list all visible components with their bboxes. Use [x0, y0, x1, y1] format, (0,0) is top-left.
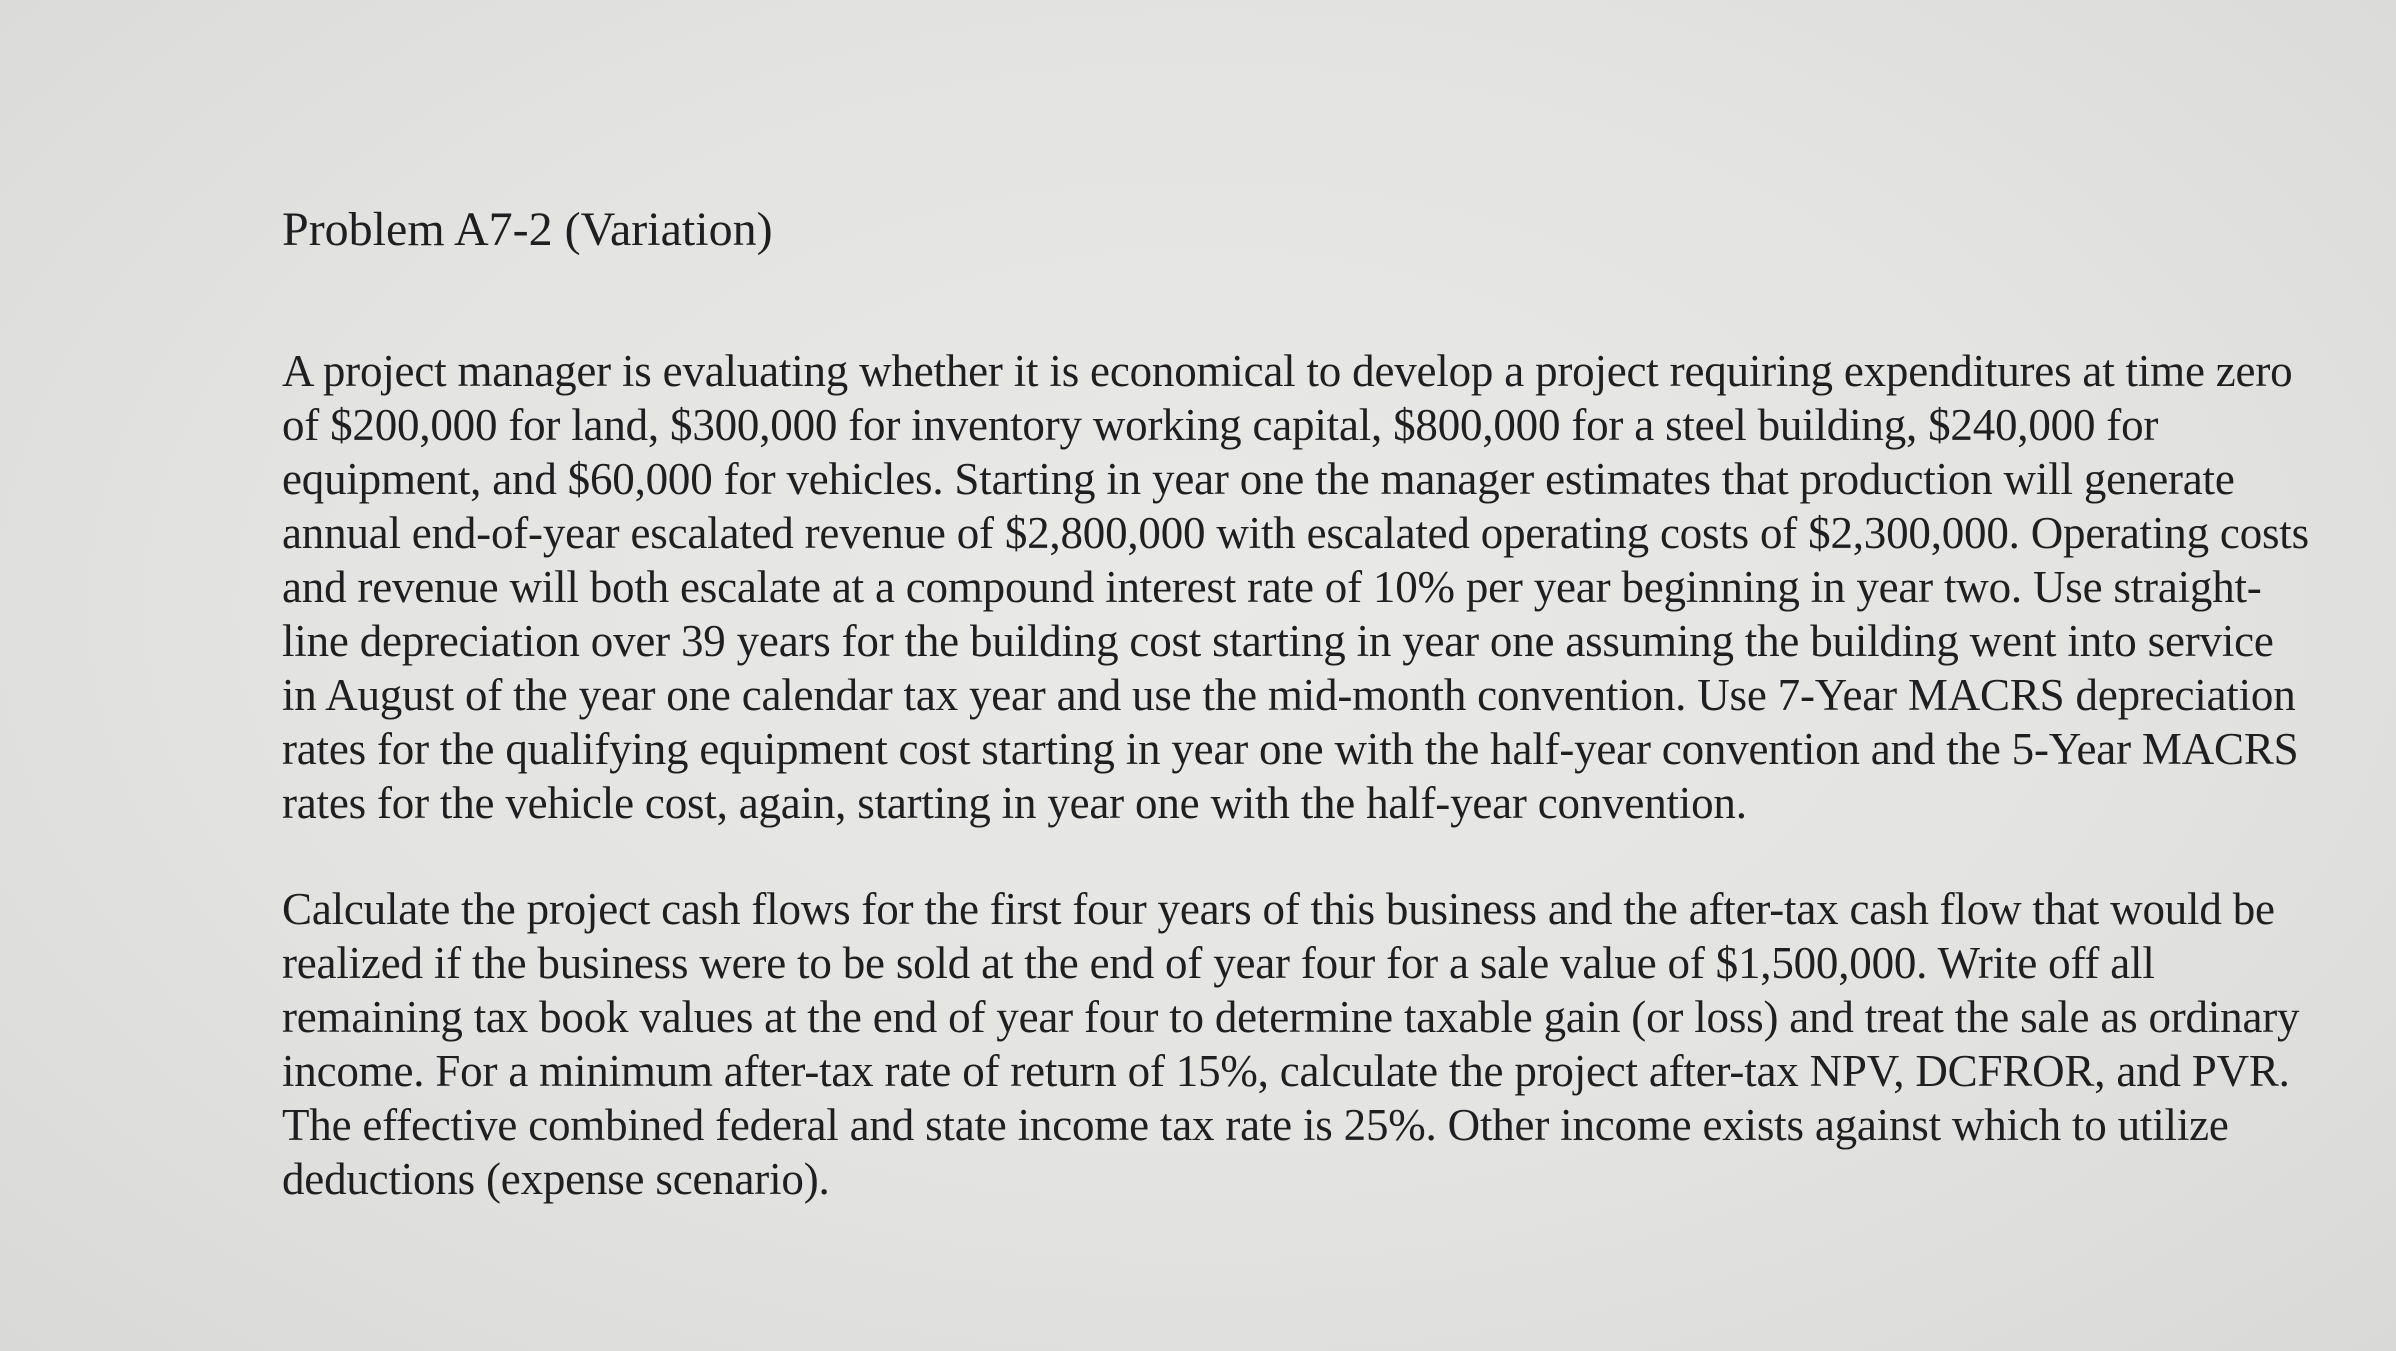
problem-description-paragraph: A project manager is evaluating whether it is economical to develop a project requiring expenditures at time zero of $200,000 for land, $300,000 for inventory working capital, $800,000 for a steel building, $240,000 for equipment, and $60,000 for vehicles. Starting in year one the manager estimates that production will generate annual end-of-year escalated revenue of $2,800,000 with escalated operating costs of $2,300,000. Operating costs and revenue will both escalate at a compound interest rate of 10% per year beginning in year two. Use straight-line depreciation over 39 years for the building cost starting in year one assuming the building went into service in August of the year one calendar tax year and use the mid-month convention. Use 7-Year MACRS depreciation rates for the qualifying equipment cost starting in year one with the half-year convention and the 5-Year MACRS rates for the vehicle cost, again, starting in year one with the half-year convention. [282, 346, 2309, 828]
problem-instructions-paragraph: Calculate the project cash flows for the first four years of this business and the after-tax cash flow that would be realized if the business were to be sold at the end of year four for a sale value of $1,500,000. Write off all remaining tax book values at the end of year four to determine taxable gain (or loss) and treat the sale as ordinary income. For a minimum after-tax rate of return of 15%, calculate the project after-tax NPV, DCFROR, and PVR. The effective combined federal and state income tax rate is 25%. Other income exists against which to utilize deductions (expense scenario). [282, 884, 2300, 1204]
problem-title: Problem A7-2 (Variation) [282, 203, 773, 256]
problem-document [282, 200, 2312, 1258]
